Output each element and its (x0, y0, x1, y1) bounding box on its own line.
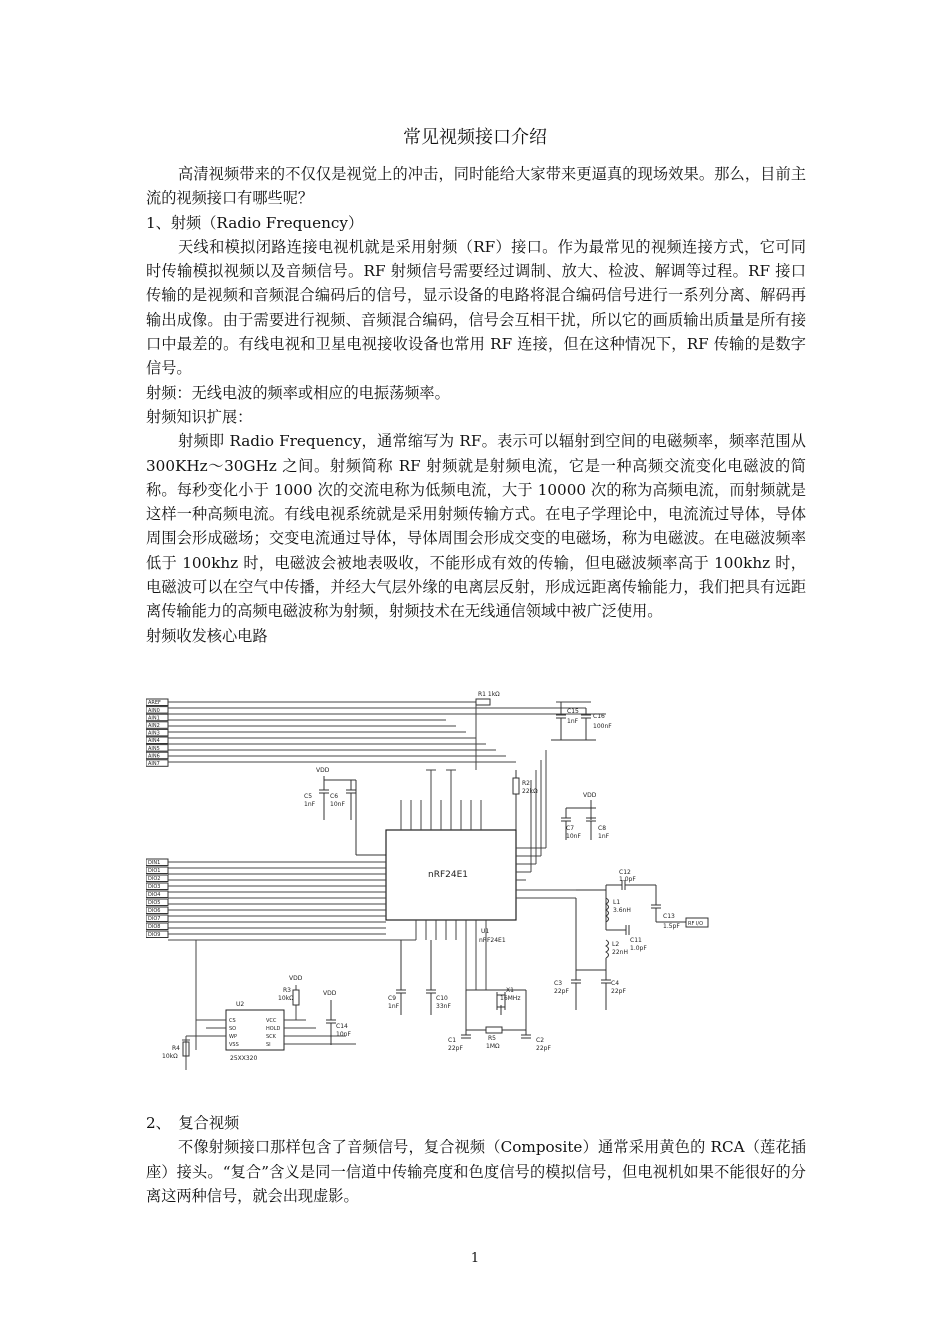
c3-value: 22pF (554, 988, 569, 995)
vdd-label-1: VDD (316, 767, 330, 774)
u2-right-pin: VCC (266, 1018, 277, 1024)
u2-part: 25XX320 (230, 1055, 258, 1062)
c10-label: C10 (436, 995, 448, 1002)
u2-left-pin: VSS (229, 1042, 239, 1048)
c15-value: 1nF (567, 718, 579, 725)
u2-pin-labels (229, 1018, 280, 1048)
ain-connector-label: AIN6 (148, 753, 160, 760)
c2-label: C2 (536, 1037, 545, 1044)
c13-label: C13 (663, 913, 675, 920)
c4-value: 22pF (611, 988, 626, 995)
ain-connector-label: AIN5 (148, 745, 160, 752)
c8-label: C8 (598, 825, 607, 832)
rf-definition: 射频：无线电波的频率或相应的电振荡频率。 (146, 383, 450, 402)
page-title: 常见视频接口介绍 (403, 127, 547, 148)
din-connector-label: DIO7 (148, 916, 161, 923)
c12-label: C12 (619, 869, 631, 876)
c7-value: 10nF (566, 833, 581, 840)
c5-value: 1nF (304, 801, 316, 808)
c8-value: 1nF (598, 833, 610, 840)
vdd-label-4: VDD (323, 990, 337, 997)
din-connector-label: DIO6 (148, 908, 161, 915)
c9-label: C9 (388, 995, 397, 1002)
c3-label: C3 (554, 980, 563, 987)
r2-value: 22kΩ (522, 788, 538, 795)
c6-value: 10nF (330, 801, 345, 808)
body-text-bottom (146, 1111, 806, 1208)
page-number: 1 (470, 1251, 480, 1266)
c6-label: C6 (330, 793, 339, 800)
intro-paragraph: 高清视频带来的不仅仅是视觉上的冲击，同时能给大家带来更逼真的现场效果。那么，目前主流的视频接口有哪些呢？ (146, 165, 806, 208)
r5-label: R5 (488, 1035, 496, 1042)
c14-label: C14 (336, 1023, 348, 1030)
body-text-top (146, 162, 806, 648)
c14-value: 10nF (336, 1031, 351, 1038)
c16-label: C16 (593, 713, 605, 720)
r2-label: R2 (522, 780, 530, 787)
din-connector-label: DIO8 (148, 924, 161, 931)
x1-label: X1 (506, 987, 514, 994)
din-connector-label: DIO9 (148, 932, 161, 939)
c10-value: 33nF (436, 1003, 451, 1010)
c9-value: 1nF (388, 1003, 400, 1010)
ain-connector-label: AIN2 (148, 723, 160, 729)
c15-label: C15 (567, 708, 579, 715)
r5-value: 1MΩ (486, 1043, 500, 1050)
rf-io-label: RF I/O (688, 921, 704, 927)
l1-label: L1 (613, 899, 621, 906)
rf-extension-heading: 射频知识扩展： (146, 407, 253, 426)
ain-connector-label: AIN3 (148, 730, 160, 737)
rf-extension-paragraph: 射频即 Radio Frequency，通常缩写为 RF。表示可以辐射到空间的电磁频率，频率范围从 300KHz～30GHz 之间。射频简称 RF 射频就是射频电流，它是一种高频交流变化电磁波的简称。每秒变化小于 1000 次的交流电称为低频电流，大于 10000 次的称为高频电流，而射频就是这样一种高频电流。有线电视系统就是采用射频传输方式。在电子学理论中，电流流过导体，导体周围会形成磁场；交变电流通过导体，导体周围会形成交变的电磁场，称为电磁波。在电磁波频率低于 100khz 时，电磁波会被地表吸收，不能形成有效的传输，但电磁波频率高于 100khz 时，电磁波可以在空气中传播，并经大气层外缘的电离层反射，形成远距离传输能力，我们把具有远距离传输能力的高频电磁波称为射频，射频技术在无线通信领域中被广泛使用。 (146, 432, 806, 621)
r4-value: 10kΩ (162, 1053, 178, 1060)
vdd-label-2: VDD (583, 792, 597, 799)
c4-label: C4 (611, 980, 620, 987)
din-connector-label: DIO2 (148, 876, 161, 883)
u2-right-pin: SI (266, 1042, 271, 1048)
chip-ref: U1 (481, 928, 490, 935)
r3-value: 10kΩ (278, 995, 294, 1002)
u2-left-pin: WP (229, 1034, 237, 1040)
c1-value: 22pF (448, 1045, 463, 1052)
din-connector-label: DIN1 (148, 860, 161, 867)
section-2-heading: 2、 复合视频 (146, 1114, 240, 1132)
u2-right-pin: HOLD (266, 1026, 281, 1032)
rf-transceiver-circuit-diagram (146, 690, 736, 1070)
c11-label: C11 (630, 937, 642, 944)
r1-label: R1 1kΩ (478, 691, 500, 698)
u2-left-pin: CS (229, 1018, 236, 1024)
section-1-paragraph: 天线和模拟闭路连接电视机就是采用射频（RF）接口。作为最常见的视频连接方式，它可同时传输模拟视频以及音频信号。RF 射频信号需要经过调制、放大、检波、解调等过程。RF 接口传输的是视频和音频混合编码后的信号，显示设备的电路将混合编码信号进行一系列分离、解码再输出成像。由于需要进行视频、音频混合编码，信号会互相干扰，所以它的画质输出质量是所有接口中最差的。有线电视和卫星电视接收设备也常用 RF 连接，但在这种情况下，RF 传输的是数字信号。 (146, 237, 806, 378)
c11-value: 1.0pF (630, 945, 647, 952)
din-connector-label: DIO1 (148, 868, 161, 875)
r3-label: R3 (283, 987, 291, 994)
ain-connector-group (146, 699, 168, 767)
circuit-caption: 射频收发核心电路 (146, 626, 268, 645)
chip-name: nRF24E1 (428, 870, 468, 880)
c5-label: C5 (304, 793, 313, 800)
din-connector-label: DIO4 (148, 892, 161, 899)
din-connector-label: DIO5 (148, 900, 161, 907)
r4-label: R4 (172, 1045, 180, 1052)
section-2-paragraph: 不像射频接口那样包含了音频信号，复合视频（Composite）通常采用黄色的 RCA（莲花插座）接头。“复合”含义是同一信道中传输亮度和色度信号的模拟信号，但电视机如果不能很好的分离这两种信号，就会出现虚影。 (146, 1138, 806, 1205)
u2-right-pin: SCK (266, 1034, 276, 1040)
c12-value: 1.0pF (619, 876, 636, 883)
ain-connector-label: AIN7 (148, 761, 160, 767)
l2-label: L2 (612, 941, 620, 948)
c16-value: 100nF (593, 723, 612, 730)
din-connector-group (146, 859, 168, 938)
l2-value: 22nH (612, 949, 628, 956)
ain-connector-label: AREF (148, 700, 161, 707)
c13-value: 1.5pF (663, 923, 680, 930)
ain-connector-label: AIN4 (148, 738, 160, 745)
chip-subname: nRF24E1 (479, 937, 506, 944)
din-connector-label: DIO3 (148, 884, 161, 891)
x1-value: 16MHz (500, 995, 521, 1002)
ain-connector-label: AIN0 (148, 707, 160, 714)
l1-value: 3.6nH (613, 907, 631, 914)
c2-value: 22pF (536, 1045, 551, 1052)
vdd-label-3: VDD (289, 975, 303, 982)
c7-label: C7 (566, 825, 575, 832)
u2-label: U2 (236, 1001, 245, 1008)
c1-label: C1 (448, 1037, 457, 1044)
ain-connector-label: AIN1 (148, 715, 160, 722)
section-1-heading: 1、射频（Radio Frequency） (146, 213, 364, 232)
u2-left-pin: SO (229, 1026, 237, 1032)
